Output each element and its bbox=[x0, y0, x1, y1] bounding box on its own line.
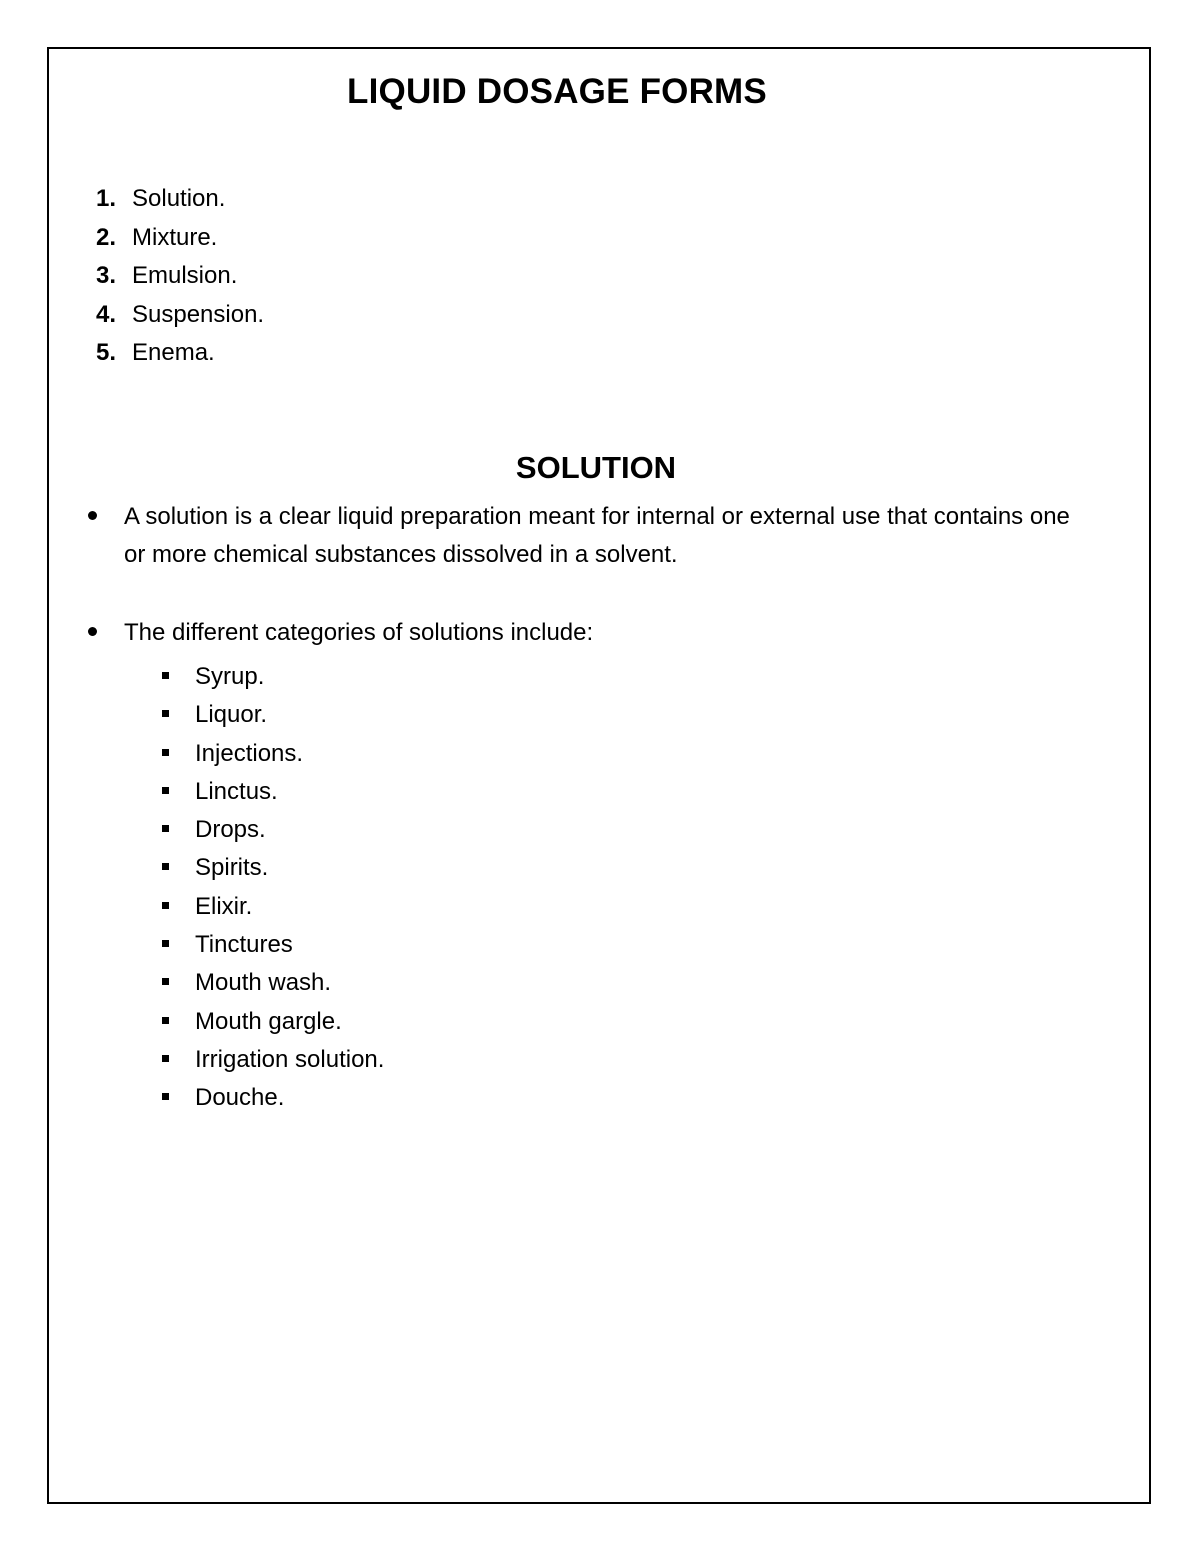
category-item bbox=[160, 737, 384, 775]
list-item bbox=[96, 298, 264, 337]
bullet-paragraph bbox=[86, 498, 1084, 574]
square-bullet-icon bbox=[162, 1093, 169, 1100]
category-item bbox=[160, 890, 384, 928]
square-bullet-icon bbox=[162, 672, 169, 679]
category-item bbox=[160, 1081, 384, 1119]
solution-categories-list bbox=[160, 660, 384, 1120]
list-item-text: Emulsion. bbox=[132, 262, 238, 289]
square-bullet-icon bbox=[162, 787, 169, 794]
dosage-forms-list bbox=[96, 182, 264, 375]
category-text: Linctus. bbox=[195, 777, 278, 805]
category-item bbox=[160, 813, 384, 851]
list-item bbox=[96, 336, 264, 375]
category-item bbox=[160, 775, 384, 813]
bullet-dot-icon bbox=[88, 511, 97, 520]
list-item bbox=[96, 182, 264, 221]
document-title: LIQUID DOSAGE FORMS bbox=[347, 72, 767, 111]
category-item bbox=[160, 928, 384, 966]
list-item-text: Mixture. bbox=[132, 223, 218, 251]
section-heading: SOLUTION bbox=[515, 450, 677, 485]
category-item bbox=[160, 1005, 384, 1043]
square-bullet-icon bbox=[162, 749, 169, 756]
bullet-paragraph bbox=[86, 614, 1084, 652]
list-item-text: Suspension. bbox=[132, 300, 265, 328]
category-text: Liquor. bbox=[195, 701, 268, 729]
list-item-text: Enema. bbox=[132, 339, 215, 366]
category-item bbox=[160, 660, 384, 698]
square-bullet-icon bbox=[162, 940, 169, 947]
list-item-number: 1. bbox=[96, 185, 117, 212]
square-bullet-icon bbox=[162, 1017, 169, 1024]
list-item-number: 5. bbox=[96, 339, 117, 366]
list-item-number: 4. bbox=[96, 300, 117, 328]
category-item bbox=[160, 1043, 384, 1081]
category-text: Elixir. bbox=[195, 892, 253, 920]
category-item bbox=[160, 698, 384, 736]
bullet-text: The different categories of solutions include: bbox=[124, 619, 594, 646]
category-text: Syrup. bbox=[195, 663, 265, 690]
category-text: Douche. bbox=[195, 1084, 285, 1112]
list-item-number: 2. bbox=[96, 223, 117, 251]
category-text: Tinctures bbox=[195, 931, 293, 959]
category-text: Drops. bbox=[195, 816, 266, 844]
category-text: Injections. bbox=[195, 739, 304, 767]
bullet-text: A solution is a clear liquid preparation meant for internal or external use that contains one or more chemical substances dissolved in a solvent. bbox=[124, 503, 1070, 568]
category-text: Mouth wash. bbox=[195, 969, 332, 997]
list-item-number: 3. bbox=[96, 262, 117, 289]
square-bullet-icon bbox=[162, 710, 169, 717]
bullet-dot-icon bbox=[88, 627, 97, 636]
category-text: Spirits. bbox=[195, 854, 269, 882]
list-item-text: Solution. bbox=[132, 185, 226, 212]
category-item bbox=[160, 966, 384, 1004]
category-text: Mouth gargle. bbox=[195, 1007, 342, 1035]
list-item bbox=[96, 259, 264, 298]
square-bullet-icon bbox=[162, 825, 169, 832]
category-item bbox=[160, 851, 384, 889]
square-bullet-icon bbox=[162, 902, 169, 909]
square-bullet-icon bbox=[162, 978, 169, 985]
category-text: Irrigation solution. bbox=[195, 1045, 385, 1073]
square-bullet-icon bbox=[162, 863, 169, 870]
square-bullet-icon bbox=[162, 1055, 169, 1062]
list-item bbox=[96, 221, 264, 260]
